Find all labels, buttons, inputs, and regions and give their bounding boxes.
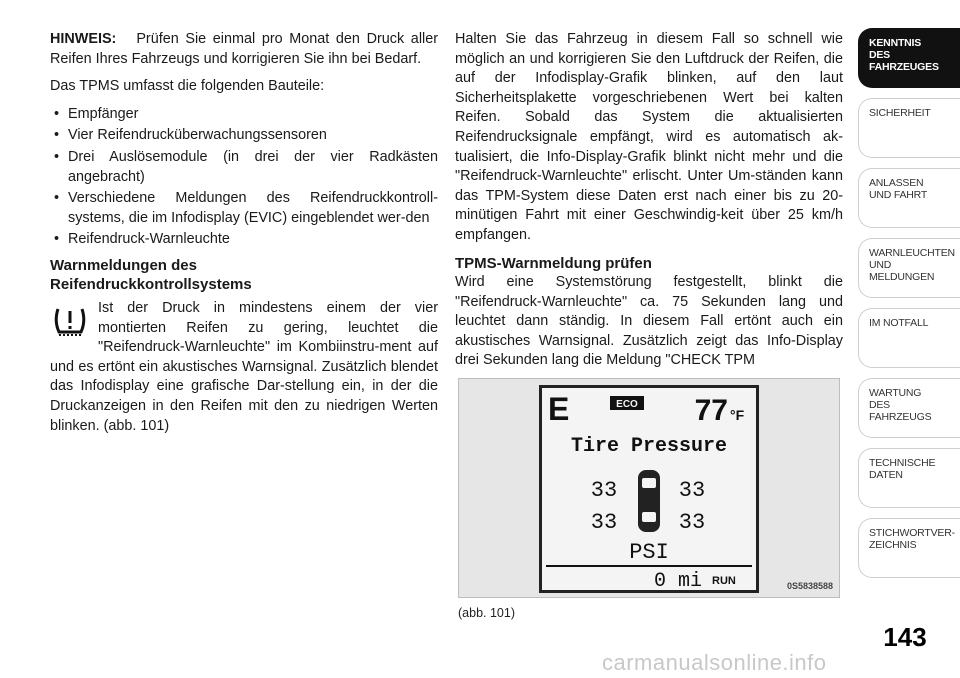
chapter-tabs [858, 28, 960, 588]
tab-kenntnis-des-fahrzeuges[interactable] [858, 28, 960, 88]
note-paragraph [50, 30, 438, 69]
tab-label-line: UND FAHRT [869, 189, 928, 201]
components-intro: Das TPMS umfasst die folgenden Bauteile: [50, 78, 325, 95]
tire-pressure-warning-icon [50, 301, 90, 341]
run-status: RUN [712, 575, 736, 587]
pressure-unit: PSI [629, 540, 669, 565]
tab-label-line: TECHNISCHE [869, 457, 936, 469]
temperature-unit: °F [730, 407, 745, 423]
compass-readout: E [548, 391, 570, 427]
display-title: Tire Pressure [570, 435, 728, 458]
right-paragraph-1: Halten Sie das Fahrzeug in diesem Fall so schnell wie möglich an und korrigieren Sie den Luftdruck der Reifen, die auf der Infodisplay-Grafik blinken, auf den laut Sicherheitsplakette vorgeschriebenen Wert bei kalten Reifen. Sobald das System die aktualisierten Reifendrucksignale empfängt, wird es automatisch ak-tualisiert, die Info-Display-Grafik blinkt nicht mehr und die "Reifendruck-Warnleuchte" erlischt. Unter Um-ständen kann das TPM-System diese Daten erst nach einer bis zu 20-minütigen Fahrt mit einer Geschwindig-keit über 25 km/h empfangen. [455, 31, 843, 243]
page-number: 143 [883, 622, 927, 652]
list-item: • Reifendruck-Warnleuchte [50, 230, 438, 250]
note-label: HINWEIS: [50, 31, 117, 47]
eco-label: ECO [616, 399, 638, 410]
left-column [50, 30, 438, 436]
tab-technische-daten[interactable] [858, 448, 960, 508]
list-item: • Empfänger [50, 105, 438, 125]
tire-pressure-display-figure [458, 378, 840, 598]
vehicle-top-view-icon [638, 470, 660, 532]
note-text: Prüfen Sie einmal pro Monat den Druck aller Reifen Ihres Fahrzeugs und korrigieren Sie ihn bei Bedarf. [50, 31, 439, 67]
front-right-pressure: 33 [678, 478, 706, 503]
components-list [50, 105, 438, 250]
front-left-pressure: 33 [590, 478, 618, 503]
tpms-check-heading: TPMS-Warnmeldung prüfen [455, 254, 652, 272]
tab-wartung-des-fahrzeugs[interactable] [858, 378, 960, 438]
tab-label-line: WARTUNG [869, 387, 922, 399]
rear-right-pressure: 33 [678, 510, 706, 535]
warnings-paragraph [50, 299, 438, 436]
tab-warnleuchten-und-meldungen[interactable] [858, 238, 960, 298]
tab-label-line: STICHWORTVER- [869, 527, 955, 539]
tab-label-line: WARNLEUCHTEN [869, 247, 955, 259]
warnings-heading-line: Warnmeldungen des [50, 256, 197, 274]
tab-label-line: FAHRZEUGS [869, 411, 932, 423]
tab-label-line: ANLASSEN [869, 177, 924, 189]
tab-label-line: DATEN [869, 469, 903, 481]
list-item: • Drei Auslösemodule (in drei der vier Radkästen angebracht) [50, 148, 438, 187]
warnings-heading [50, 256, 438, 295]
warnings-heading-line: Reifendruckkontrollsystems [50, 276, 252, 294]
tab-label-line: FAHRZEUGES [869, 61, 939, 73]
tab-label-line: SICHERHEIT [869, 107, 931, 119]
tab-label-line: UND [869, 259, 892, 271]
tab-label-line: IM NOTFALL [869, 317, 929, 329]
rear-left-pressure: 33 [590, 510, 618, 535]
tab-im-notfall[interactable] [858, 308, 960, 368]
right-column [455, 30, 843, 379]
tab-stichwortverzeichnis[interactable] [858, 518, 960, 578]
display-graphic [542, 388, 756, 590]
tab-label-line: ZEICHNIS [869, 539, 917, 551]
list-item: • Verschiedene Meldungen des Reifendruckkontroll-systems, die im Infodisplay (EVIC) eingeblendet wer-den [50, 189, 438, 228]
tab-label-line: DES [869, 49, 890, 61]
temperature-readout: 77 [694, 394, 728, 427]
warnings-text: Ist der Druck in mindestens einem der vier montierten Reifen zu gering, leuchtet die "Reifendruck-Warnleuchte" im Kombiinstru-ment auf und es ertönt ein akustisches Warnsignal. Zusätzlich blendet das Infodisplay eine grafische Dar-stellung ein, in der die Druckanzeigen in den Reifen mit den zu niedrigen Werten blinken. (abb. 101) [50, 299, 438, 434]
list-item: • Vier Reifendrucküberwachungssensoren [50, 126, 438, 146]
tab-label-line: MELDUNGEN [869, 271, 935, 283]
info-display-screen [539, 385, 759, 593]
figure-caption: (abb. 101) [458, 606, 515, 620]
tab-label-line: KENNTNIS [869, 37, 922, 49]
tab-anlassen-und-fahrt[interactable] [858, 168, 960, 228]
tab-label-line: DES [869, 399, 890, 411]
watermark: carmanualsonline.info [602, 650, 827, 675]
odometer-readout: 0 mi [653, 570, 702, 590]
tab-sicherheit[interactable] [858, 98, 960, 158]
figure-code: 0S5838588 [786, 581, 833, 591]
right-paragraph-2: Wird eine Systemstörung festgestellt, blinkt die "Reifendruck-Warnleuchte" ca. 75 Sekunden lang und leuchtet dann ständig. In diesem Fall ertönt auch ein akustisches Warnsignal. Zusätzlich zeigt das Info-Display drei Sekunden lang die Meldung "CHECK TPM [455, 274, 843, 369]
